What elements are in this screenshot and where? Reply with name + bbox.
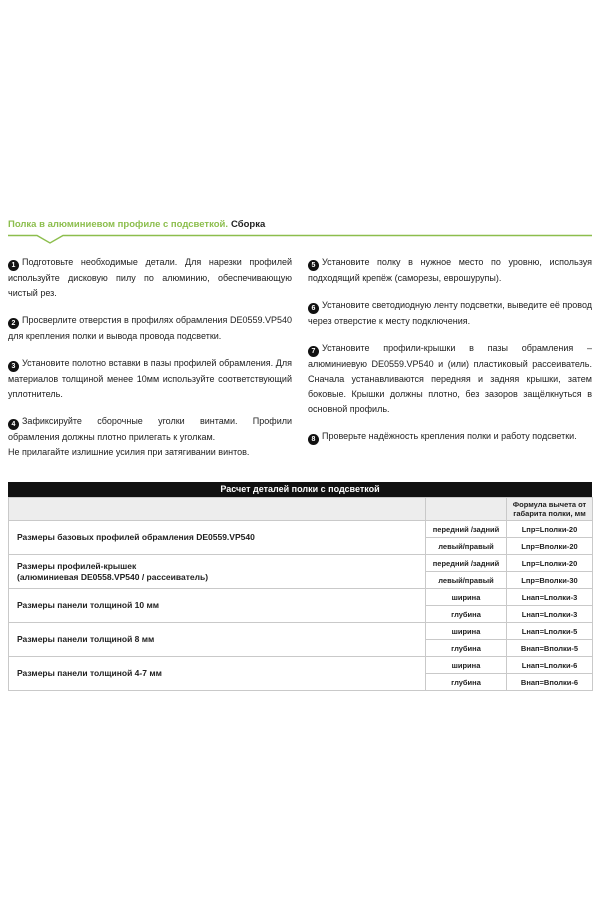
table-row — [9, 657, 593, 674]
step-text: Проверьте надёжность крепления полки и работу подсветки. — [322, 431, 577, 441]
row-formula: Внап=Вполки-6 — [507, 674, 593, 691]
step-text: Установите полотно вставки в пазы профилей обрамления. Для материалов толщиной менее 10мм используйте соответствующий уплотнитель. — [8, 358, 292, 399]
step-4 — [8, 414, 292, 460]
row-formula: Lпр=Lполки-20 — [507, 521, 593, 538]
step-number-badge: 5 — [308, 260, 319, 271]
row-label: Размеры панели толщиной 4-7 мм — [9, 657, 426, 691]
step-6 — [308, 298, 592, 329]
row-position: ширина — [426, 589, 507, 606]
row-label: Размеры панели толщиной 8 мм — [9, 623, 426, 657]
row-formula: Внап=Вполки-5 — [507, 640, 593, 657]
row-formula: Lнап=Lполки-5 — [507, 623, 593, 640]
step-3 — [8, 356, 292, 402]
row-position: передний /задний — [426, 555, 507, 572]
row-formula: Lнап=Lполки-3 — [507, 589, 593, 606]
step-number-badge: 2 — [8, 318, 19, 329]
step-number-badge: 6 — [308, 303, 319, 314]
step-5 — [308, 255, 592, 286]
row-formula: Lпр=Bполки-30 — [507, 572, 593, 589]
table-row — [9, 555, 593, 572]
row-label-line2: (алюминиевая DE0558.VP540 / рассеиватель) — [17, 571, 209, 582]
row-position: ширина — [426, 623, 507, 640]
section-header — [8, 218, 592, 231]
table-row — [9, 623, 593, 640]
table-header-empty-cell — [426, 498, 507, 521]
row-label-line1: Размеры профилей-крышек — [17, 560, 137, 571]
row-label: Размеры базовых профилей обрамления DE0559.VP540 — [9, 521, 426, 555]
step-number-badge: 8 — [308, 434, 319, 445]
calculation-table-section — [8, 482, 592, 691]
step-8 — [308, 429, 592, 445]
step-2 — [8, 313, 292, 344]
calculation-table — [8, 497, 593, 691]
steps-column-left — [8, 255, 292, 472]
row-position: глубина — [426, 640, 507, 657]
row-label — [9, 555, 426, 589]
row-position: левый/правый — [426, 538, 507, 555]
steps-column-right — [308, 255, 592, 472]
table-row — [9, 521, 593, 538]
section-title: Полка в алюминиевом профиле с подсветкой. — [8, 219, 228, 230]
step-number-badge: 1 — [8, 260, 19, 271]
step-note: Не прилагайте излишние усилия при затягивании винтов. — [8, 447, 250, 457]
row-label: Размеры панели толщиной 10 мм — [9, 589, 426, 623]
row-formula: Lнап=Lполки-3 — [507, 606, 593, 623]
step-1 — [8, 255, 292, 301]
step-7 — [308, 341, 592, 417]
row-formula: Lнап=Lполки-6 — [507, 657, 593, 674]
step-number-badge: 4 — [8, 419, 19, 430]
step-text: Установите полку в нужное место по уровню, используя подходящий крепёж (саморезы, еврошурупы). — [308, 257, 592, 283]
step-text: Установите профили-крышки в пазы обрамления – алюминиевую DE0559.VP540 и (или) пластиковый рассеиватель. Сначала устанавливаются передняя и задняя крышки, затем боковые. Крышки должны плотно, без зазоров защёлкнуться в основной профиль. — [308, 343, 592, 414]
table-row — [9, 589, 593, 606]
row-position: передний /задний — [426, 521, 507, 538]
table-title: Расчет деталей полки с подсветкой — [8, 482, 592, 497]
row-position: глубина — [426, 606, 507, 623]
step-text: Установите светодиодную ленту подсветки, выведите её провод через отверстие к месту подключения. — [308, 300, 592, 326]
green-divider-line — [8, 234, 592, 245]
step-text: Подготовьте необходимые детали. Для нарезки профилей используйте дисковую пилу по алюминию, обеспечивающую чистый рез. — [8, 257, 292, 298]
step-number-badge: 3 — [8, 361, 19, 372]
row-position: ширина — [426, 657, 507, 674]
row-position: глубина — [426, 674, 507, 691]
row-formula: Lпр=Lполки-20 — [507, 555, 593, 572]
table-header-formula: Формула вычета от габарита полки, мм — [507, 498, 593, 521]
step-number-badge: 7 — [308, 346, 319, 357]
table-header-row — [9, 498, 593, 521]
table-header-empty-cell — [9, 498, 426, 521]
row-formula: Lпр=Bполки-20 — [507, 538, 593, 555]
step-text: Зафиксируйте сборочные уголки винтами. Профили обрамления должны плотно прилегать к уголкам. — [8, 416, 292, 442]
row-position: левый/правый — [426, 572, 507, 589]
section-subtitle: Сборка — [230, 219, 266, 230]
assembly-steps — [8, 255, 592, 472]
step-text: Просверлите отверстия в профилях обрамления DE0559.VP540 для крепления полки и вывода провода подсветки. — [8, 315, 292, 341]
